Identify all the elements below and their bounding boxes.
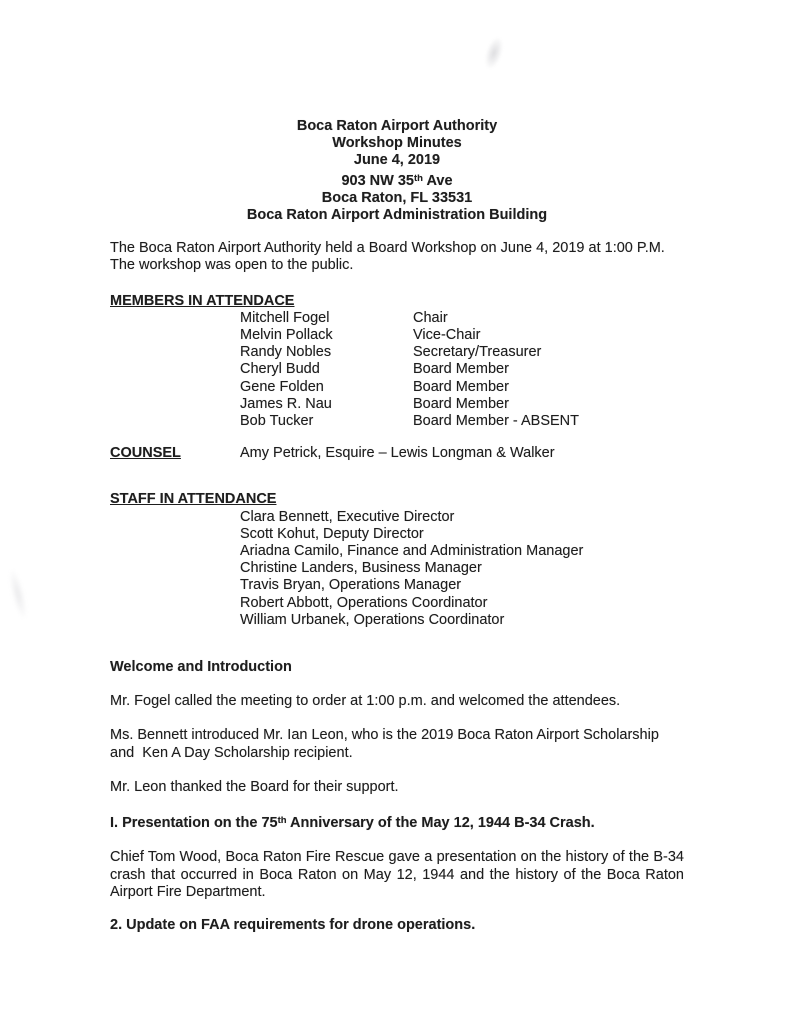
counsel-row: [110, 445, 684, 462]
member-role: Vice-Chair: [413, 327, 481, 344]
member-role: Board Member: [413, 361, 509, 378]
member-name: Randy Nobles: [240, 344, 332, 361]
member-row: [110, 396, 684, 413]
staff-member: Travis Bryan, Operations Manager: [240, 577, 462, 594]
intro-paragraph: The Boca Raton Airport Authority held a Board Workshop on June 4, 2019 at 1:00 P.M. The workshop was open to the public.: [110, 240, 665, 274]
header-org-name: Boca Raton Airport Authority: [296, 118, 498, 134]
staff-list: [110, 509, 684, 629]
member-row: [110, 361, 684, 378]
header-building: Boca Raton Airport Administration Building: [246, 207, 548, 224]
crash-presentation-paragraph: Chief Tom Wood, Boca Raton Fire Rescue gave a presentation on the history of the B-34 crash that occurred in Boca Raton on May 12, 1944 and the history of the Boca Raton Airport Fire Department.: [110, 849, 684, 900]
counsel-name: Amy Petrick, Esquire – Lewis Longman & Walker: [240, 445, 555, 462]
header-city: Boca Raton, FL 33531: [321, 189, 473, 206]
member-row: [110, 413, 684, 430]
staff-member: Clara Bennett, Executive Director: [240, 508, 455, 525]
header-address: 903 NW 35th Ave: [341, 172, 453, 189]
document-content: [110, 118, 684, 934]
member-row: [110, 344, 684, 361]
staff-member: Robert Abbott, Operations Coordinator: [240, 594, 488, 611]
members-heading: MEMBERS IN ATTENDACE: [110, 292, 295, 309]
member-name: Gene Folden: [240, 378, 324, 395]
agenda-item-1-heading: I. Presentation on the 75th Anniversary of the May 12, 1944 B-34 Crash.: [110, 815, 595, 832]
member-name: Melvin Pollack: [240, 327, 333, 344]
members-list: [110, 310, 684, 430]
staff-member: Christine Landers, Business Manager: [240, 560, 482, 577]
member-name: James R. Nau: [240, 395, 332, 412]
staff-member: Scott Kohut, Deputy Director: [240, 525, 424, 542]
call-to-order-paragraph: Mr. Fogel called the meeting to order at 1:00 p.m. and welcomed the attendees.: [110, 693, 621, 710]
member-row: [110, 310, 684, 327]
header-date: June 4, 2019: [353, 152, 441, 169]
staff-heading: STAFF IN ATTENDANCE: [110, 491, 277, 508]
thanks-paragraph: Mr. Leon thanked the Board for their support.: [110, 778, 399, 795]
counsel-heading: COUNSEL: [110, 445, 181, 462]
header-doc-title: Workshop Minutes: [332, 135, 462, 152]
ordinal-superscript: th: [414, 172, 423, 184]
member-role: Board Member: [413, 378, 509, 395]
agenda-item-2-heading: 2. Update on FAA requirements for drone operations.: [110, 916, 476, 933]
scholarship-paragraph: Ms. Bennett introduced Mr. Ian Leon, who is the 2019 Boca Raton Airport Scholarship and Ken A Day Scholarship recipient.: [110, 727, 663, 761]
document-header: [110, 118, 684, 224]
staff-member: Ariadna Camilo, Finance and Administration Manager: [240, 543, 584, 560]
member-row: [110, 379, 684, 396]
staff-member: William Urbanek, Operations Coordinator: [240, 611, 505, 628]
member-name: Cheryl Budd: [240, 361, 320, 378]
member-role: Board Member: [413, 395, 509, 412]
member-row: [110, 327, 684, 344]
ordinal-superscript: th: [277, 815, 287, 827]
member-role: Secretary/Treasurer: [413, 344, 542, 361]
scan-smudge-top: [481, 34, 507, 71]
welcome-heading: Welcome and Introduction: [110, 659, 292, 676]
member-role: Board Member - ABSENT: [413, 413, 579, 430]
member-name: Mitchell Fogel: [240, 309, 330, 326]
scan-smudge-left-margin: [6, 567, 30, 620]
member-name: Bob Tucker: [240, 413, 314, 430]
member-role: Chair: [413, 309, 448, 326]
